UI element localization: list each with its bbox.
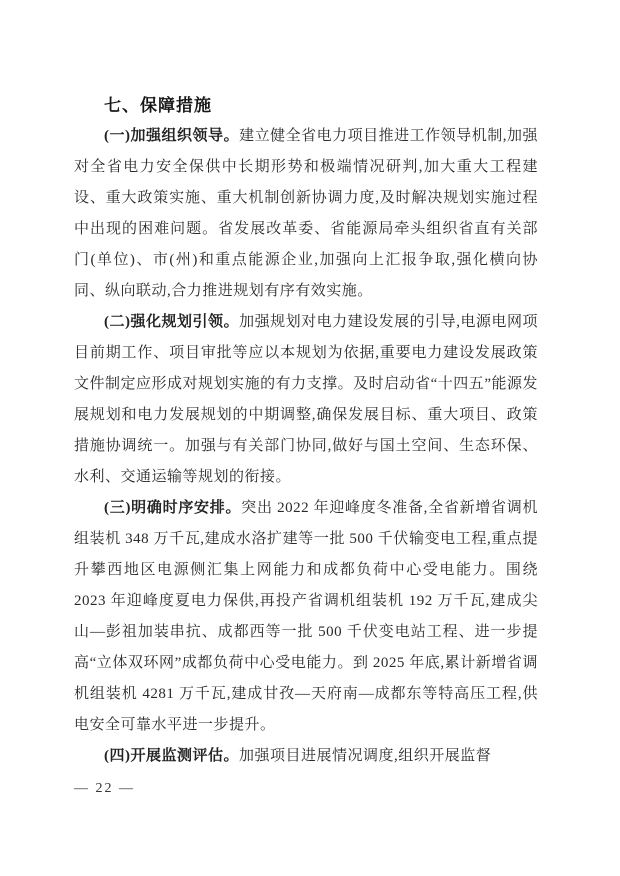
paragraph-4-lead: (四)开展监测评估。 — [104, 748, 239, 764]
paragraph-1 — [74, 121, 538, 307]
paragraph-1-body: 建立健全省电力项目推进工作领导机制,加强对全省电力安全保供中长期形势和极端情况研判,加大重大工程建设、重大政策实施、重大机制创新协调力度,及时解决规划实施过程中出现的困难问题。省发展改革委、省能源局牵头组织省直有关部门(单位)、市(州)和重点能源企业,加强向上汇报争取,强化横向协同、纵向联动,合力推进规划有序有效实施。 — [74, 128, 538, 299]
paragraph-1-lead: (一)加强组织领导。 — [104, 128, 240, 144]
page-number: — 22 — — [74, 781, 135, 796]
paragraph-3-body: 突出 2022 年迎峰度冬准备,全省新增省调机组装机 348 万千瓦,建成水洛扩建等一批 500 千伏输变电工程,重点提升攀西地区电源侧汇集上网能力和成都负荷中心受电能力。围绕 2023 年迎峰度夏电力保供,再投产省调机组装机 192 万千瓦,建成尖山—彭祖加装串抗、成都西等一批 500 千伏变电站工程、进一步提高“立体双环网”成都负荷中心受电能力。到 2025 年底,累计新增省调机组装机 4281 万千瓦,建成甘孜—天府南—成都东等特高压工程,供电安全可靠水平进一步提升。 — [74, 500, 538, 733]
paragraph-3 — [74, 493, 538, 741]
paragraph-3-lead: (三)明确时序安排。 — [104, 500, 242, 516]
paragraph-4 — [74, 741, 538, 772]
paragraph-2-lead: (二)强化规划引领。 — [104, 314, 240, 330]
paragraph-4-body: 加强项目进展情况调度,组织开展监督 — [239, 748, 492, 764]
paragraph-2 — [74, 307, 538, 493]
section-title: 七、保障措施 — [104, 96, 212, 115]
paragraph-2-body: 加强规划对电力建设发展的引导,电源电网项目前期工作、项目审批等应以本规划为依据,重要电力建设发展政策文件制定应形成对规划实施的有力支撑。及时启动省“十四五”能源发展规划和电力发展规划的中期调整,确保发展目标、重大项目、政策措施协调统一。加强与有关部门协同,做好与国土空间、生态环保、水利、交通运输等规划的衔接。 — [74, 314, 538, 485]
